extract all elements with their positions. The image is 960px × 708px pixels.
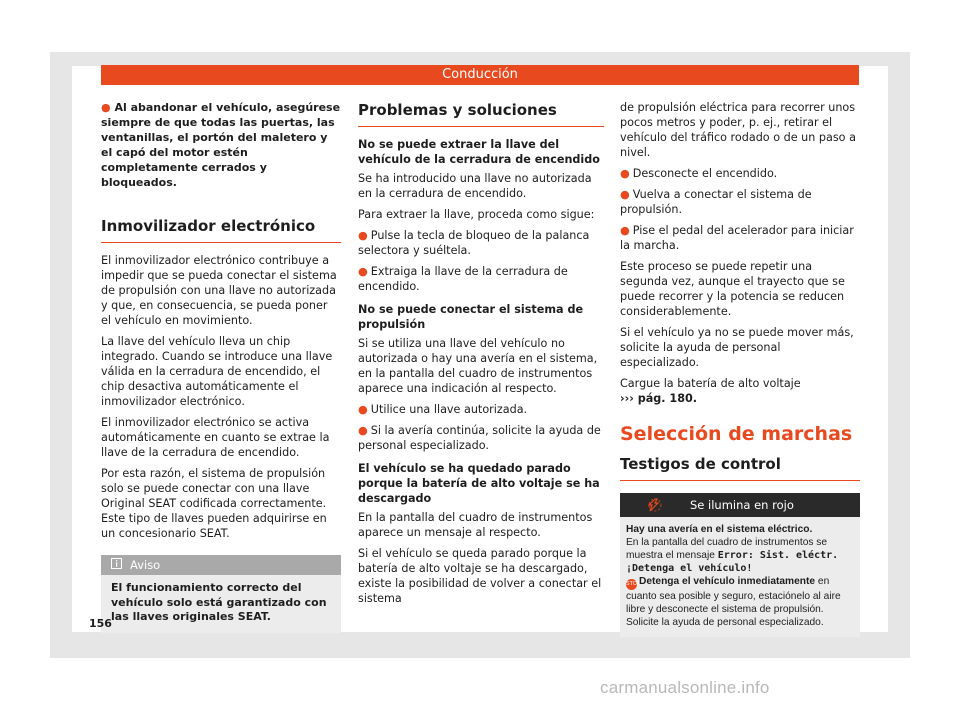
- intro-bullet: [101, 100, 341, 190]
- watermark: carmanualsonline.info: [600, 678, 770, 697]
- paragraph: Se ha introducido una llave no autorizada en la cerradura de encendido.: [358, 172, 592, 200]
- warning-light-text: [620, 517, 860, 637]
- paragraph: Si el vehículo se queda parado porque la batería de alto voltaje se ha descargado, existe la posibilidad de volver a conectar el sistema: [358, 547, 602, 605]
- list-item: ● Extraiga la llave de la cerradura de encendido.: [358, 265, 568, 293]
- paragraph: Este proceso se puede repetir una segunda vez, aunque el trayecto que se puede recorrer y la potencia se reducen considerablemente.: [620, 260, 845, 318]
- paragraph: Por esta razón, el sistema de propulsión solo se puede conectar con una llave Original SEAT codificada correctamente. Este tipo de llaves pueden adquirirse en un concesionario SEAT.: [101, 467, 327, 540]
- subheading: No se puede conectar el sistema de propulsión: [358, 303, 584, 331]
- warning-lead: Hay una avería en el sistema eléctrico.: [626, 524, 813, 535]
- section-title-problems: Problemas y soluciones: [358, 100, 604, 127]
- note-box: [101, 555, 341, 633]
- paragraph: El inmovilizador electrónico contribuye a impedir que se pueda conectar el sistema de propulsión con una llave no autorizada y que, en consecuencia, se pueda poner el vehículo en movimiento.: [101, 254, 337, 327]
- list-item: ● Si la avería continúa, solicite la ayuda de personal especializado.: [358, 424, 601, 452]
- warning-light-title: Se ilumina en rojo: [690, 498, 794, 512]
- paragraph: Para extraer la llave, proceda como sigue:: [358, 208, 595, 221]
- subheading: El vehículo se ha quedado parado porque la batería de alto voltaje se ha descargado: [358, 462, 600, 505]
- page-number: 156: [89, 617, 112, 630]
- intro-bullet-text: Al abandonar el vehículo, asegúrese siempre de que todas las puertas, las ventanillas, el portón del maletero y el capó del motor estén completamente cerrados y bloqueados.: [101, 101, 341, 189]
- note-title: Aviso: [130, 558, 161, 572]
- bullet-dot: ●: [101, 101, 111, 114]
- chapter-header: Conducción: [101, 65, 859, 85]
- list-item: ● Desconecte el encendido.: [620, 167, 778, 180]
- paragraph: En la pantalla del cuadro de instrumentos aparece un mensaje al respecto.: [358, 511, 593, 539]
- subheading: No se puede extraer la llave del vehículo de la cerradura de encendido: [358, 138, 600, 166]
- list-item: ● Pulse la tecla de bloqueo de la palanca selectora y suéltela.: [358, 229, 590, 257]
- paragraph: La llave del vehículo lleva un chip integrado. Cuando se introduce una llave válida en la cerradura de encendido, el chip desactiva automáticamente el inmovilizador electrónico.: [101, 335, 333, 408]
- paragraph-text: Cargue la batería de alto voltaje: [620, 377, 801, 390]
- note-text: El funcionamiento correcto del vehículo solo está garantizado con las llaves originales SEAT.: [111, 581, 327, 623]
- section-title-immobilizer: Inmovilizador electrónico: [101, 216, 341, 243]
- warning-paragraph: En la pantalla del cuadro de instrumentos se muestra el mensaje Error: Sist. eléctr. ¡Detenga el vehículo!: [626, 537, 839, 574]
- section-title-gear-selection: Selección de marchas: [620, 423, 853, 445]
- note-header: [101, 555, 341, 575]
- paragraph: Si el vehículo ya no se puede mover más, solicite la ayuda de personal especializado.: [620, 326, 854, 369]
- warning-paragraph: STOPDetenga el vehículo inmediatamente en cuanto sea posible y seguro, estaciónelo al aire libre y desconecte el sistema de propulsión. Solicite la ayuda de personal especializado.: [626, 576, 841, 628]
- stop-icon: STOP: [626, 579, 637, 590]
- paragraph: de propulsión eléctrica para recorrer unos pocos metros y poder, p. ej., retirar el vehículo del tráfico rodado o de un paso a nivel.: [620, 101, 856, 159]
- electric-system-warning-icon: [620, 498, 690, 512]
- instrument-message: Error: Sist. eléctr. ¡Detenga el vehículo!: [626, 550, 839, 574]
- column-right: [620, 100, 860, 637]
- warning-light-box: [620, 493, 860, 637]
- page-reference-link[interactable]: ››› pág. 180.: [620, 392, 698, 405]
- column-left: [101, 100, 341, 633]
- list-item: ● Pise el pedal del acelerador para iniciar la marcha.: [620, 224, 854, 252]
- warning-light-header: [620, 493, 860, 517]
- info-icon: [111, 555, 122, 575]
- paragraph: El inmovilizador electrónico se activa automáticamente en cuanto se extrae la llave de la cerradura de encendido.: [101, 416, 330, 459]
- list-item: ● Vuelva a conectar el sistema de propulsión.: [620, 188, 812, 216]
- paragraph: Si se utiliza una llave del vehículo no autorizada o hay una avería en el sistema, en la pantalla del cuadro de instrumentos aparece una indicación al respecto.: [358, 337, 598, 395]
- paragraph: [620, 376, 860, 406]
- section-title-warning-lights: Testigos de control: [620, 454, 860, 481]
- list-item: ● Utilice una llave autorizada.: [358, 403, 528, 416]
- column-middle: [358, 100, 604, 612]
